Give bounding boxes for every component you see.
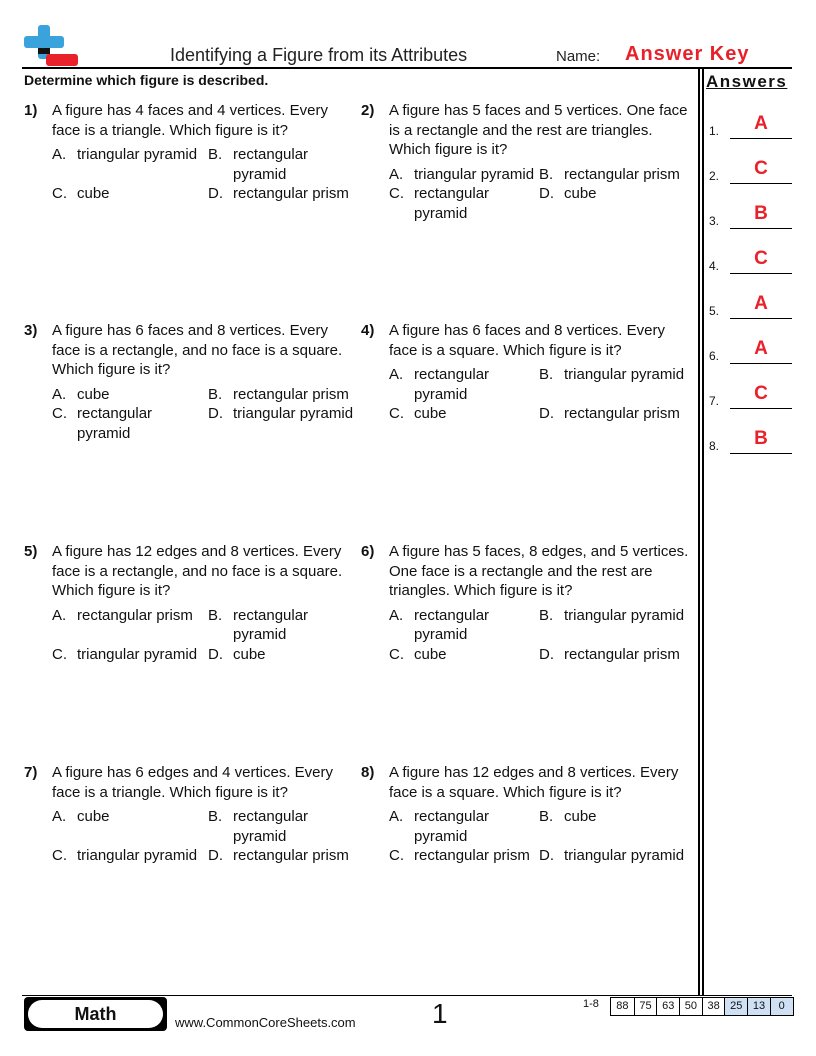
answer-option[interactable] bbox=[389, 846, 539, 866]
answer-option[interactable] bbox=[539, 606, 699, 645]
score-cell: 13 bbox=[747, 998, 770, 1015]
answer-option[interactable] bbox=[539, 184, 699, 223]
option-letter: C. bbox=[389, 405, 404, 422]
answer-option[interactable] bbox=[208, 404, 358, 443]
option-text: rectangular prism bbox=[233, 185, 349, 202]
answer-option[interactable] bbox=[208, 807, 358, 846]
question-number: 2) bbox=[361, 102, 375, 119]
option-text: triangular pyramid bbox=[564, 366, 685, 383]
option-text: rectangular pyramid bbox=[233, 146, 309, 183]
answer-value: C bbox=[754, 158, 768, 179]
answer-option[interactable] bbox=[208, 645, 358, 665]
footer-divider bbox=[22, 995, 792, 996]
option-letter: B. bbox=[539, 808, 554, 825]
answer-row bbox=[709, 158, 793, 185]
question-text: A figure has 6 faces and 8 vertices. Every face is a rectangle, and no face is a square. Which figure is it? bbox=[52, 322, 343, 378]
option-letter: A. bbox=[52, 808, 67, 825]
score-range: 1-8 bbox=[583, 998, 599, 1010]
question-text: A figure has 5 faces and 5 vertices. One face is a rectangle and the rest are triangles. Which figure is it? bbox=[389, 102, 688, 158]
answer-options bbox=[52, 385, 360, 444]
answer-blank-line bbox=[730, 453, 792, 454]
option-letter: D. bbox=[539, 185, 554, 202]
answer-value: C bbox=[754, 248, 768, 269]
answer-option[interactable] bbox=[389, 365, 539, 404]
answer-option[interactable] bbox=[52, 184, 208, 204]
answer-number: 7. bbox=[709, 394, 720, 408]
subject-badge bbox=[24, 997, 167, 1031]
answer-row bbox=[709, 113, 793, 140]
answer-row bbox=[709, 293, 793, 320]
answer-column-divider bbox=[702, 67, 704, 995]
option-letter: A. bbox=[389, 366, 404, 383]
option-text: rectangular prism bbox=[233, 385, 349, 403]
answer-value: C bbox=[754, 383, 768, 404]
option-letter: B. bbox=[208, 808, 223, 825]
option-text: triangular pyramid bbox=[77, 847, 198, 864]
question-text: A figure has 6 edges and 4 vertices. Every face is a triangle. Which figure is it? bbox=[52, 764, 333, 801]
question-1 bbox=[24, 101, 360, 204]
answer-option[interactable] bbox=[539, 846, 699, 866]
option-letter: D. bbox=[539, 847, 554, 864]
subject-label: Math bbox=[28, 1000, 163, 1028]
option-letter: C. bbox=[52, 405, 67, 422]
answer-option[interactable] bbox=[52, 645, 208, 665]
option-text: rectangular pyramid bbox=[414, 808, 490, 845]
answer-option[interactable] bbox=[208, 385, 358, 405]
question-5 bbox=[24, 542, 360, 664]
answer-option[interactable] bbox=[389, 184, 539, 223]
score-cell: 75 bbox=[634, 998, 657, 1015]
option-text: rectangular prism bbox=[564, 645, 680, 663]
answer-number: 1. bbox=[709, 124, 720, 138]
option-letter: C. bbox=[389, 645, 404, 663]
option-letter: A. bbox=[389, 606, 404, 624]
option-text: rectangular prism bbox=[233, 847, 349, 864]
question-4 bbox=[361, 321, 697, 424]
option-text: cube bbox=[414, 405, 447, 422]
answer-options bbox=[52, 145, 360, 204]
instructions: Determine which figure is described. bbox=[24, 72, 269, 88]
option-letter: B. bbox=[539, 606, 554, 624]
answer-blank-line bbox=[730, 138, 792, 139]
score-cell: 50 bbox=[679, 998, 702, 1015]
score-table bbox=[610, 997, 794, 1016]
answer-option[interactable] bbox=[208, 846, 358, 866]
option-letter: D. bbox=[208, 405, 223, 422]
option-text: rectangular prism bbox=[564, 405, 680, 422]
option-text: cube bbox=[77, 385, 110, 403]
option-text: rectangular pyramid bbox=[233, 808, 309, 845]
answer-key-label: Answer Key bbox=[625, 43, 750, 65]
question-2 bbox=[361, 101, 697, 223]
answer-options bbox=[389, 606, 697, 665]
answer-option[interactable] bbox=[389, 404, 539, 424]
option-letter: C. bbox=[389, 847, 404, 864]
answer-option[interactable] bbox=[539, 404, 699, 424]
question-text: A figure has 4 faces and 4 vertices. Every face is a triangle. Which figure is it? bbox=[52, 102, 328, 139]
answer-number: 3. bbox=[709, 214, 720, 228]
option-letter: A. bbox=[52, 146, 67, 163]
answer-option[interactable] bbox=[389, 807, 539, 846]
question-number: 8) bbox=[361, 764, 375, 781]
answer-option[interactable] bbox=[52, 606, 208, 645]
score-cell: 0 bbox=[770, 998, 793, 1015]
answer-blank-line bbox=[730, 363, 792, 364]
answer-option[interactable] bbox=[208, 184, 358, 204]
answer-options bbox=[389, 165, 697, 224]
answer-value: A bbox=[754, 293, 768, 314]
page-number: 1 bbox=[432, 998, 448, 1029]
answer-blank-line bbox=[730, 408, 792, 409]
question-number: 5) bbox=[24, 543, 38, 560]
header-divider bbox=[22, 67, 792, 69]
option-letter: D. bbox=[539, 405, 554, 422]
option-text: rectangular prism bbox=[414, 847, 530, 864]
question-3 bbox=[24, 321, 360, 443]
option-text: triangular pyramid bbox=[77, 146, 198, 163]
option-letter: C. bbox=[52, 185, 67, 202]
answer-number: 4. bbox=[709, 259, 720, 273]
option-letter: C. bbox=[52, 847, 67, 864]
option-letter: A. bbox=[389, 165, 404, 183]
score-cell: 63 bbox=[656, 998, 679, 1015]
answer-option[interactable] bbox=[52, 404, 208, 443]
option-text: rectangular pyramid bbox=[414, 185, 490, 222]
option-text: cube bbox=[564, 808, 597, 825]
question-number: 1) bbox=[24, 102, 38, 119]
option-letter: A. bbox=[52, 385, 67, 403]
answer-option[interactable] bbox=[389, 165, 539, 185]
option-letter: B. bbox=[539, 366, 554, 383]
question-text: A figure has 5 faces, 8 edges, and 5 vertices. One face is a rectangle and the rest are triangles. Which figure is it? bbox=[389, 543, 689, 599]
plus-minus-logo-icon bbox=[22, 25, 80, 67]
answer-options bbox=[389, 365, 697, 424]
question-number: 3) bbox=[24, 322, 38, 339]
question-number: 7) bbox=[24, 764, 38, 781]
answer-options bbox=[52, 606, 360, 665]
answer-option[interactable] bbox=[389, 645, 539, 665]
answer-row bbox=[709, 383, 793, 410]
option-letter: A. bbox=[52, 606, 67, 624]
option-letter: B. bbox=[208, 146, 223, 163]
option-text: rectangular pyramid bbox=[414, 366, 490, 403]
option-text: rectangular pyramid bbox=[77, 405, 153, 442]
option-text: rectangular pyramid bbox=[233, 606, 309, 643]
answer-option[interactable] bbox=[539, 365, 699, 404]
answer-row bbox=[709, 428, 793, 455]
option-text: rectangular prism bbox=[77, 606, 193, 624]
answer-value: A bbox=[754, 338, 768, 359]
option-text: cube bbox=[414, 645, 447, 663]
option-text: triangular pyramid bbox=[414, 165, 535, 183]
answer-row bbox=[709, 248, 793, 275]
answer-value: B bbox=[754, 428, 768, 449]
answer-option[interactable] bbox=[52, 385, 208, 405]
question-number: 4) bbox=[361, 322, 375, 339]
answer-option[interactable] bbox=[389, 606, 539, 645]
score-cell: 88 bbox=[616, 1000, 629, 1012]
option-text: rectangular prism bbox=[564, 165, 680, 183]
option-letter: D. bbox=[208, 185, 223, 202]
option-letter: D. bbox=[539, 645, 554, 663]
answer-option[interactable] bbox=[539, 165, 699, 185]
option-letter: B. bbox=[539, 165, 554, 183]
answer-option[interactable] bbox=[539, 807, 699, 846]
option-text: triangular pyramid bbox=[77, 645, 198, 663]
option-text: cube bbox=[77, 808, 110, 825]
answer-blank-line bbox=[730, 183, 792, 184]
question-number: 6) bbox=[361, 543, 375, 560]
answer-option[interactable] bbox=[52, 807, 208, 846]
answer-row bbox=[709, 203, 793, 230]
question-7 bbox=[24, 763, 360, 866]
question-6 bbox=[361, 542, 697, 664]
option-letter: B. bbox=[208, 606, 223, 624]
option-letter: C. bbox=[389, 185, 404, 202]
option-letter: A. bbox=[389, 808, 404, 825]
option-text: triangular pyramid bbox=[564, 606, 685, 624]
option-letter: C. bbox=[52, 645, 67, 663]
answer-value: A bbox=[754, 113, 768, 134]
answer-option[interactable] bbox=[52, 145, 208, 184]
answer-option[interactable] bbox=[539, 645, 699, 665]
answers-title: Answers bbox=[706, 72, 788, 91]
score-cell: 38 bbox=[702, 998, 725, 1015]
score-cell: 25 bbox=[724, 998, 747, 1015]
worksheet-title: Identifying a Figure from its Attributes bbox=[170, 45, 468, 65]
answer-options bbox=[389, 807, 697, 866]
answer-value: B bbox=[754, 203, 768, 224]
option-letter: D. bbox=[208, 847, 223, 864]
answer-number: 6. bbox=[709, 349, 720, 363]
option-text: cube bbox=[564, 185, 597, 202]
answer-number: 2. bbox=[709, 169, 720, 183]
answer-row bbox=[709, 338, 793, 365]
answer-option[interactable] bbox=[52, 846, 208, 866]
answer-number: 8. bbox=[709, 439, 720, 453]
question-text: A figure has 12 edges and 8 vertices. Every face is a rectangle, and no face is a square. Which figure is it? bbox=[52, 543, 343, 599]
question-8 bbox=[361, 763, 697, 866]
option-text: cube bbox=[233, 645, 266, 663]
answer-blank-line bbox=[730, 318, 792, 319]
answer-blank-line bbox=[730, 228, 792, 229]
answer-number: 5. bbox=[709, 304, 720, 318]
answer-blank-line bbox=[730, 273, 792, 274]
option-letter: D. bbox=[208, 645, 223, 663]
option-letter: B. bbox=[208, 385, 223, 403]
answer-option[interactable] bbox=[208, 606, 358, 645]
answer-option[interactable] bbox=[208, 145, 358, 184]
option-text: cube bbox=[77, 185, 110, 202]
option-text: triangular pyramid bbox=[233, 405, 354, 422]
website-link[interactable]: www.CommonCoreSheets.com bbox=[175, 1015, 356, 1030]
name-label: Name: bbox=[556, 48, 601, 65]
option-text: triangular pyramid bbox=[564, 847, 685, 864]
option-text: rectangular pyramid bbox=[414, 606, 490, 643]
answer-options bbox=[52, 807, 360, 866]
question-text: A figure has 6 faces and 8 vertices. Every face is a square. Which figure is it? bbox=[389, 322, 665, 359]
question-text: A figure has 12 edges and 8 vertices. Every face is a square. Which figure is it? bbox=[389, 764, 679, 801]
